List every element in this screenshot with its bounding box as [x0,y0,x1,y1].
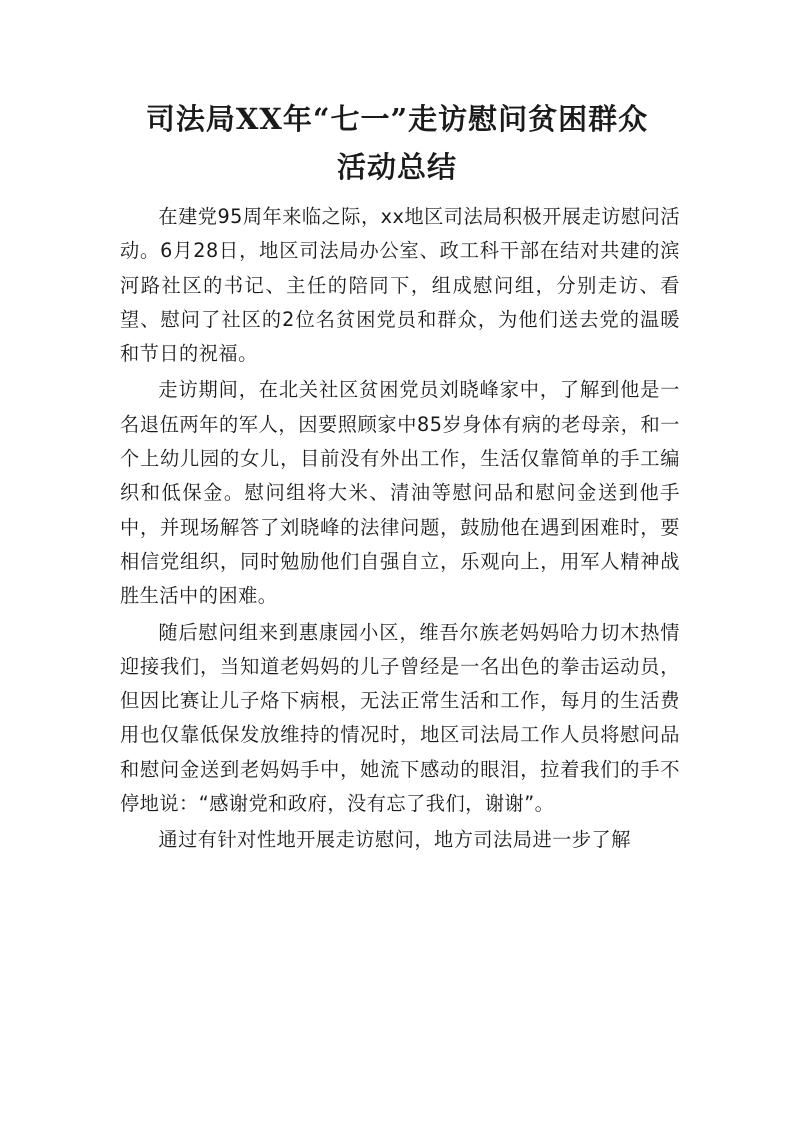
title-line-2: 活动总结 [336,150,457,184]
paragraph-1: 在建党95周年来临之际，xx地区司法局积极开展走访慰问活动。6月28日，地区司法局办公室、政工科干部在结对共建的滨河路社区的书记、主任的陪同下，组成慰问组，分别走访、看望、慰问了社区的2位名贫困党员和群众，为他们送去党的温暖和节日的祝福。 [120,205,681,366]
paragraph-2: 走访期间，在北关社区贫困党员刘晓峰家中，了解到他是一名退伍两年的军人，因要照顾家中85岁身体有病的老母亲，和一个上幼儿园的女儿，目前没有外出工作，生活仅靠简单的手工编织和低保金。慰问组将大米、清油等慰问品和慰问金送到他手中，并现场解答了刘晓峰的法律问题，鼓励他在遇到困难时，要相信党组织，同时勉励他们自强自立，乐观向上，用军人精神战胜生活中的困难。 [120,378,680,608]
title-line-1: 司法局XX年“七一”走访慰问贫困群众 [145,102,649,136]
document-title [100,95,694,191]
document-body [120,200,680,860]
paragraph-4: 通过有针对性地开展走访慰问，地方司法局进一步了解 [158,828,631,852]
paragraph-3: 随后慰问组来到惠康园小区，维吾尔族老妈妈哈力切木热情迎接我们，当知道老妈妈的儿子曾经是一名出色的拳击运动员，但因比赛让儿子烙下病根，无法正常生活和工作，每月的生活费用也仅靠低保发放维持的情况时，地区司法局工作人员将慰问品和慰问金送到老妈妈手中，她流下感动的眼泪，拉着我们的手不停地说：“感谢党和政府，没有忘了我们，谢谢”。 [120,620,680,816]
